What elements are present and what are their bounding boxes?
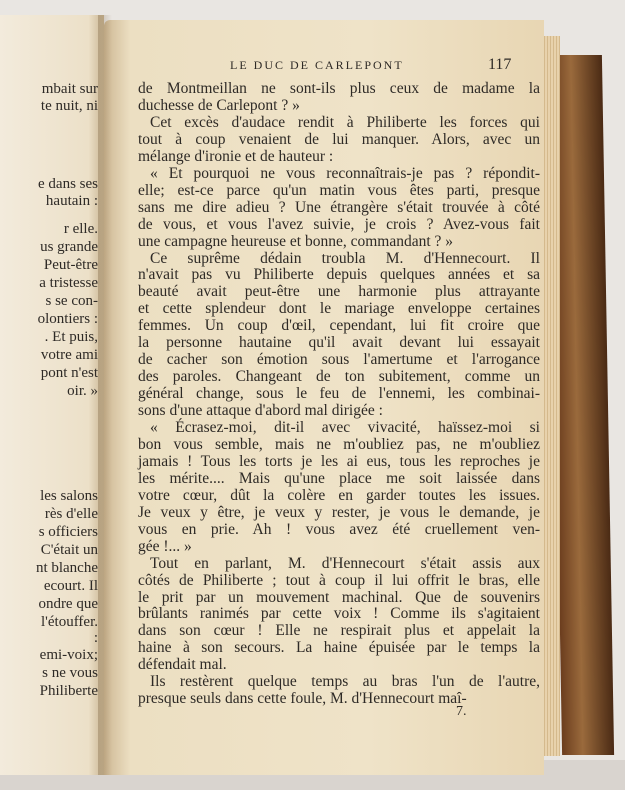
- running-head: LE DUC DE CARLEPONT: [230, 58, 404, 72]
- page-number: 117: [488, 56, 512, 73]
- left-page-text-line: e dans ses: [38, 176, 98, 192]
- left-page-text-line: ondre que: [38, 596, 98, 612]
- text-line: bon vous semble, mais ne m'oubliez pas, ne m'oubliez: [138, 435, 540, 453]
- text-line: vous en prie. Ah ! vous avez été cruellement ven-: [138, 520, 540, 538]
- left-page-text-line: us grande: [40, 239, 98, 255]
- text-line: n'avait pas vu Philiberte depuis quelques années et sa: [138, 266, 540, 284]
- left-page-text-line: les salons: [40, 488, 98, 504]
- left-page-text-line: pont n'est: [40, 365, 98, 381]
- left-page-text-line: a tristesse: [39, 275, 98, 291]
- text-line: de Montmeillan ne sont-ils plus ceux de madame la: [138, 80, 540, 97]
- text-line: beauté avait peut-être une harmonie plus attrayante: [138, 283, 540, 301]
- left-page-text-line: hautain :: [45, 193, 98, 209]
- left-page-text-line: . Et puis,: [44, 329, 98, 345]
- text-line: des paroles. Changeant de ton subitement, comme un: [138, 368, 540, 386]
- text-line: la personne hautaine qu'il avait devant lui essayait: [138, 334, 540, 352]
- text-line: Je veux y être, je veux y rester, je vous le demande, je: [138, 503, 540, 521]
- left-page-text-line: r elle.: [63, 221, 98, 237]
- text-line: le prit par un mouvement machinal. Que de souvenirs: [138, 588, 540, 606]
- left-page-text-line: s se con-: [45, 293, 98, 309]
- left-page-text-line: Peut-être: [43, 257, 98, 273]
- text-line: défendait mal.: [138, 656, 227, 674]
- text-line: sons d'une attaque d'abord mal dirigée :: [138, 402, 383, 420]
- text-line: Tout en parlant, M. d'Hennecourt s'était assis aux: [150, 554, 540, 572]
- left-page-text-line: olontiers :: [37, 311, 98, 327]
- text-line: général change, sous le feu de l'ennemi, les combinai-: [138, 385, 540, 403]
- left-page-text-line: emi-voix;: [39, 647, 98, 663]
- text-line: de cacher son émotion sous l'amertume et l'arrogance: [138, 351, 540, 369]
- left-page-text-line: s officiers: [38, 524, 98, 540]
- left-page-text-line: C'était un: [40, 542, 98, 558]
- left-page-text-line: mbait sur: [41, 81, 98, 97]
- text-line: tout à coup venaient de lui manquer. Alors, avec un: [138, 130, 540, 148]
- text-line: dans son cœur ! Elle ne respirait plus et appelait la: [138, 622, 540, 640]
- text-line: « Écrasez-moi, dit-il avec vivacité, haïssez-moi si: [150, 419, 540, 436]
- left-page-text-line: l'étouffer.: [41, 614, 98, 630]
- text-line: mélange d'ironie et de hauteur :: [138, 147, 334, 165]
- left-page-text-line: nt blanche: [35, 560, 98, 576]
- text-line: presque seuls dans cette foule, M. d'Hennecourt maî-: [138, 690, 467, 708]
- text-line: femmes. Un coup d'œil, cependant, lui fit croire que: [138, 317, 540, 335]
- signature-mark: 7.: [456, 704, 467, 719]
- left-page-text-line: rès d'elle: [44, 506, 98, 522]
- left-page-text-line: oir. »: [67, 383, 98, 399]
- left-page-text-line: Philiberte: [39, 683, 98, 699]
- text-line: sans me dire adieu ? Une étrangère s'était trouvée à côté: [138, 198, 540, 216]
- text-line: de vous, et vous l'avez suivie, je crois ? Avez-vous fait: [138, 215, 540, 233]
- left-page-text-line: :: [93, 630, 98, 646]
- text-line: Cet excès d'audace rendit à Philiberte les forces qui: [150, 113, 540, 131]
- text-line: elle; est-ce parce qu'un matin vous êtes parti, presque: [138, 181, 540, 199]
- text-line: gée !... »: [138, 537, 192, 555]
- text-line: brûlants ranimés par cette voix ! Comme ils s'agitaient: [138, 605, 540, 623]
- text-line: jamais ! Tous les torts je les ai eus, tous les reproches je: [138, 452, 540, 470]
- text-line: les mérite.... Mais qu'une place me soit laissée dans: [138, 469, 540, 487]
- book-gutter: [98, 15, 112, 775]
- left-page-text-line: s ne vous: [42, 665, 98, 681]
- text-line: côtés de Philiberte ; tout à coup il lui offrit le bras, elle: [138, 571, 540, 589]
- left-page-text-line: ecourt. Il: [43, 578, 98, 594]
- text-line: et cette splendeur dont le mariage enveloppe certaines: [138, 300, 540, 318]
- text-line: haine à son secours. La haine épuisée par le temps la: [138, 639, 540, 657]
- text-line: Ils restèrent quelque temps au bras l'un de l'autre,: [150, 673, 540, 691]
- left-page-text-line: te nuit, ni: [40, 98, 98, 114]
- left-page-text-line: votre ami: [40, 347, 98, 363]
- text-line: duchesse de Carlepont ? »: [138, 96, 300, 114]
- text-line: votre cœur, dût la colère en garder toutes les issues.: [138, 486, 540, 504]
- text-line: Ce suprême dédain troubla M. d'Hennecourt. Il: [150, 249, 540, 267]
- text-line: « Et pourquoi ne vous reconnaîtrais-je pas ? répondit-: [150, 164, 540, 182]
- text-line: une campagne heureuse et bonne, commandant ? »: [138, 232, 454, 250]
